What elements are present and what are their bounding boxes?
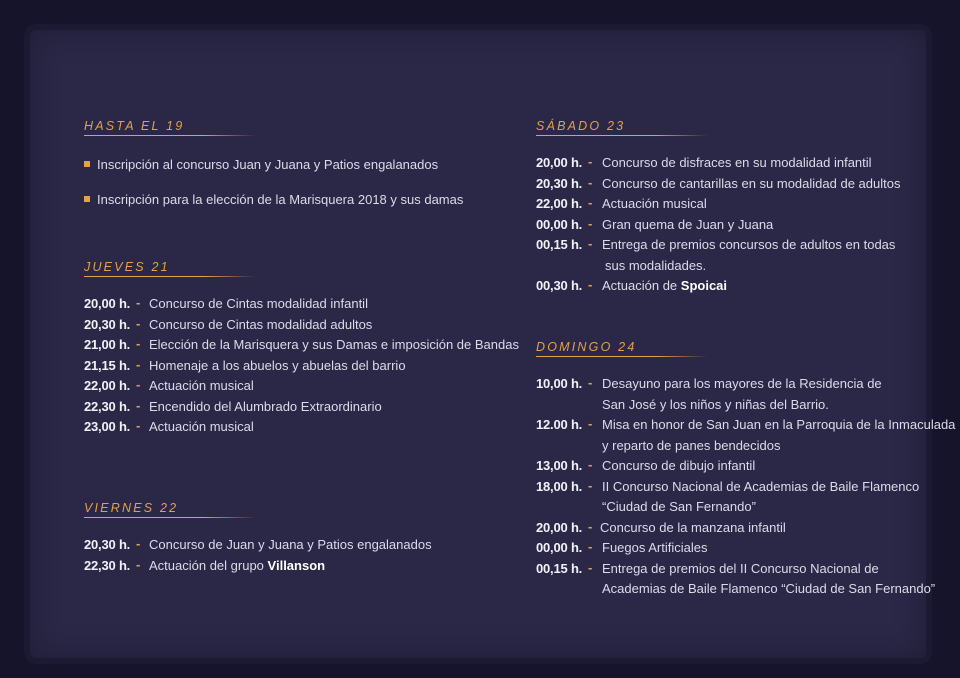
event-row bbox=[536, 174, 926, 195]
event-row bbox=[84, 335, 519, 356]
event-description-continued: “Ciudad de San Fernando” bbox=[602, 499, 756, 514]
dash: - bbox=[136, 315, 141, 331]
event-description: Homenaje a los abuelos y abuelas del barrio bbox=[149, 357, 406, 373]
event-row bbox=[536, 235, 926, 276]
dash: - bbox=[588, 416, 593, 431]
event-time: 21,15 h. bbox=[84, 357, 131, 373]
event-row bbox=[536, 215, 926, 236]
event-row bbox=[536, 374, 926, 415]
dash: - bbox=[136, 556, 141, 572]
event-description-continued: San José y los niños y niñas del Barrio. bbox=[602, 396, 829, 412]
event-description-text: Actuación del grupo bbox=[149, 557, 268, 573]
dash: - bbox=[588, 154, 593, 169]
performer-name: Villanson bbox=[267, 557, 326, 573]
dash: - bbox=[588, 457, 593, 472]
event-row bbox=[84, 417, 484, 438]
section-heading: HASTA EL 19 bbox=[84, 119, 185, 133]
event-time: 10,00 h. bbox=[536, 376, 583, 391]
event-description-continued: y reparto de panes bendecidos bbox=[602, 437, 781, 453]
dash: - bbox=[588, 195, 593, 210]
event-time: 00,30 h. bbox=[536, 278, 583, 293]
section-heading: VIERNES 22 bbox=[84, 501, 179, 515]
event-row bbox=[536, 456, 926, 477]
square-bullet-icon bbox=[84, 161, 90, 167]
event-time: 20,30 h. bbox=[84, 537, 131, 552]
dash: - bbox=[588, 174, 593, 190]
performer-name: Spoicai bbox=[680, 278, 728, 293]
list-item-text: Inscripción al concurso Juan y Juana y Patios engalanados bbox=[97, 157, 439, 172]
event-time: 20,30 h. bbox=[536, 175, 583, 191]
event-description: Entrega de premios del II Concurso Nacional de bbox=[602, 560, 879, 576]
event-description: Elección de la Marisquera y sus Damas e imposición de Bandas bbox=[149, 337, 519, 352]
section-heading: DOMINGO 24 bbox=[536, 340, 637, 354]
dash: - bbox=[588, 539, 593, 554]
event-time: 00,15 h. bbox=[536, 560, 583, 576]
list-item bbox=[84, 191, 484, 208]
event-description: Gran quema de Juan y Juana bbox=[602, 216, 774, 232]
event-description: Concurso de la manzana infantil bbox=[600, 519, 786, 535]
event-description: Actuación musical bbox=[602, 196, 707, 211]
dash: - bbox=[588, 477, 593, 493]
event-row bbox=[84, 315, 484, 336]
event-time: 20,00 h. bbox=[536, 155, 583, 170]
dash: - bbox=[136, 377, 141, 392]
event-description-text: Actuación de bbox=[602, 278, 681, 293]
event-description: Fuegos Artificiales bbox=[602, 540, 708, 555]
event-time: 22,30 h. bbox=[84, 398, 131, 414]
event-description-continued: sus modalidades. bbox=[605, 257, 707, 273]
dash: - bbox=[136, 356, 141, 372]
event-row bbox=[84, 556, 484, 577]
event-description: Actuación musical bbox=[149, 419, 254, 434]
event-description: Concurso de Cintas modalidad infantil bbox=[149, 296, 368, 311]
dash: - bbox=[588, 236, 593, 251]
event-row bbox=[536, 153, 926, 174]
event-row bbox=[536, 559, 936, 600]
event-description bbox=[149, 556, 484, 577]
event-description bbox=[602, 276, 926, 297]
event-description: Misa en honor de San Juan en la Parroquia de la Inmaculada bbox=[602, 417, 956, 432]
event-description: Encendido del Alumbrado Extraordinario bbox=[149, 398, 382, 414]
dash: - bbox=[136, 418, 141, 433]
event-time: 12.00 h. bbox=[536, 417, 583, 432]
dash: - bbox=[588, 215, 593, 231]
event-time: 22,00 h. bbox=[84, 378, 131, 393]
event-time: 23,00 h. bbox=[84, 419, 131, 434]
dash: - bbox=[588, 559, 593, 575]
event-row bbox=[84, 294, 484, 315]
section-hasta-el-19 bbox=[84, 118, 484, 208]
event-row bbox=[536, 477, 926, 518]
event-description-continued: Academias de Baile Flamenco “Ciudad de San Fernando” bbox=[602, 581, 936, 596]
square-bullet-icon bbox=[84, 196, 90, 202]
event-time: 00,00 h. bbox=[536, 216, 583, 232]
event-row bbox=[536, 194, 926, 215]
event-description: Concurso de dibujo infantil bbox=[602, 458, 756, 473]
event-row bbox=[536, 415, 956, 456]
event-row bbox=[84, 356, 484, 377]
event-time: 13,00 h. bbox=[536, 458, 583, 473]
event-row bbox=[84, 376, 484, 397]
event-description: Concurso de cantarillas en su modalidad de adultos bbox=[602, 175, 901, 191]
event-time: 22,30 h. bbox=[84, 557, 131, 573]
section-heading: SÁBADO 23 bbox=[536, 119, 626, 133]
event-row bbox=[84, 535, 484, 556]
event-time: 20,00 h. bbox=[84, 296, 131, 311]
section-viernes-22 bbox=[84, 500, 484, 576]
event-row bbox=[536, 518, 926, 539]
section-jueves-21 bbox=[84, 259, 519, 438]
section-heading: JUEVES 21 bbox=[84, 260, 170, 274]
event-row bbox=[84, 397, 484, 418]
dash: - bbox=[136, 536, 141, 551]
dash: - bbox=[136, 336, 141, 351]
event-row bbox=[536, 538, 926, 559]
event-description: Concurso de Cintas modalidad adultos bbox=[149, 316, 373, 332]
dash: - bbox=[588, 277, 593, 292]
event-time: 20,30 h. bbox=[84, 316, 131, 332]
dash: - bbox=[588, 375, 593, 390]
dash: - bbox=[588, 518, 593, 534]
dash: - bbox=[136, 397, 141, 413]
event-description: II Concurso Nacional de Academias de Baile Flamenco bbox=[602, 478, 920, 494]
list-item bbox=[84, 156, 484, 173]
section-sabado-23 bbox=[536, 118, 926, 297]
event-time: 00,00 h. bbox=[536, 540, 583, 555]
event-description: Actuación musical bbox=[149, 378, 254, 393]
event-time: 20,00 h. bbox=[536, 519, 583, 535]
section-domingo-24 bbox=[536, 339, 956, 600]
dash: - bbox=[136, 295, 141, 310]
event-time: 18,00 h. bbox=[536, 478, 583, 494]
event-description: Concurso de disfraces en su modalidad infantil bbox=[602, 155, 872, 170]
event-description: Concurso de Juan y Juana y Patios engalanados bbox=[149, 537, 432, 552]
event-time: 21,00 h. bbox=[84, 337, 131, 352]
event-time: 00,15 h. bbox=[536, 237, 583, 252]
event-description: Entrega de premios concursos de adultos en todas bbox=[602, 237, 896, 252]
event-description: Desayuno para los mayores de la Residencia de bbox=[602, 376, 882, 391]
event-time: 22,00 h. bbox=[536, 196, 583, 211]
list-item-text: Inscripción para la elección de la Marisquera 2018 y sus damas bbox=[97, 192, 464, 207]
event-row bbox=[536, 276, 926, 297]
